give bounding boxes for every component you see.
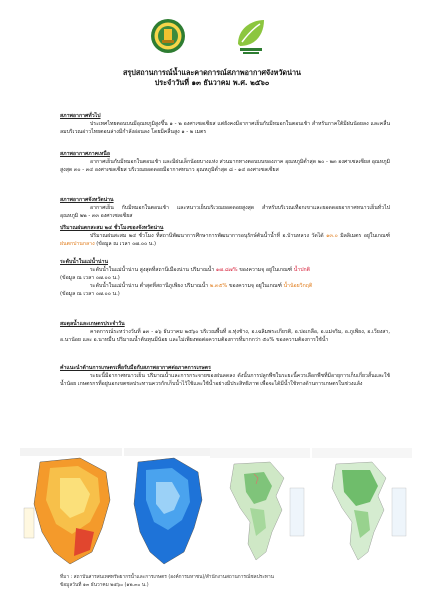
section-nan-weather: [60, 196, 390, 220]
rainfall-note: (ข้อมูล ณ เวลา ๐๗.๐๐ น.): [96, 241, 157, 247]
section-heading: ระดับน้ำในแม่น้ำน่าน: [60, 259, 108, 265]
water1-value: ๑๗.๘๗%: [215, 267, 238, 273]
section-agri-advice: [60, 364, 390, 388]
temperature-map-image: [20, 448, 122, 570]
section-text: ระยะนี้มีอากาศหนาวเย็น ปริมาณน้ำและการกระจายของฝนลดลง ดังนั้นการปลูกพืชในระยะนี้ควรเลือกพืชที่มีอายุการเก็บเกี่ยวสั้นและใช้น้ำน้อย เกษตรกรที่อยู่นอกเขตชลประทานควรกักเก็บน้ำไว้ใช้และใช้น้ำอย่างมีประสิทธิภาพ เพื่อจะได้มีน้ำใช้ทางด้านการเกษตรในช่วงแล้ง: [60, 373, 390, 387]
forecast-map-2-image: [312, 448, 412, 570]
section-heading: คำแนะนำด้านการเกษตรเพื่อรับมือกับสภาพอากาศต่อภาคการเกษตร: [60, 365, 211, 371]
section-text: อากาศเย็นกับมีหมอกในตอนเช้า และมีฝนเล็กน้อยบางแห่ง ส่วนมากทางตอนบนของภาค อุณหภูมิต่ำสุด ๒๐ - ๒๓ องศาเซลเซียส อุณหภูมิสูงสุด ๓๐ - ๓๔ องศาเซลเซียส บริเวณยอดดอยมีอากาศหนาว อุณหภูมิต่ำสุด ๘ - ๑๔ องศาเซลเซียส: [60, 159, 390, 173]
water2-text-a: ระดับน้ำในแม่น้ำน่าน ต่ำสุดที่สถานีภูเพียง ปริมาณน้ำ: [90, 283, 209, 289]
section-heading: สภาพอากาศจังหวัดน่าน: [60, 197, 114, 203]
water1-text-b: ของความจุ อยู่ในเกณฑ์: [239, 267, 293, 273]
agency-leaf-logo: [228, 14, 272, 58]
section-text: ประเทศไทยตอนบนมีอุณหภูมิสูงขึ้น ๑ - ๒ องศาเซลเซียส แต่ยังคงมีอากาศเย็นกับมีหมอกในตอนเช้า สำหรับภาคใต้มีฝนน้อยลง และคลื่นลมบริเวณอ่าวไทยตอนล่างมีกำลังอ่อนลง โดยมีคลื่นสูง ๑ - ๒ เมตร: [60, 121, 390, 135]
section-text: คาดการณ์ระหว่างวันที่ ๑๓ - ๑๖ ธันวาคม ๒๕๖๐ บริเวณพื้นที่ อ.ทุ่งช้าง, อ.เฉลิมพระเกียรติ, อ.บ่อเกลือ, อ.แม่จริม, อ.ภูเพียง, อ.เวียงสา, อ.นาน้อย และ อ.นาหมื่น ปริมาณน้ำต้นทุนมีน้อย และไม่เพียงพอต่อความต้องการที่มากกว่า ๕๐% ของความต้องการใช้น้ำ: [60, 329, 390, 343]
forecast-map-1-image: [210, 448, 310, 570]
section-general-weather: [60, 112, 390, 136]
rainfall-map-image: [124, 448, 210, 570]
section-rainfall: [60, 224, 390, 248]
water-station-max: [60, 266, 390, 274]
section-north-weather: [60, 150, 390, 174]
water2-text-b: ของความจุ อยู่ในเกณฑ์: [228, 283, 282, 289]
source-caption: [60, 574, 390, 589]
rainfall-level: ฝนตกปานกลาง: [60, 241, 95, 247]
section-heading: สมดุลน้ำและเกษตรประจำวัน: [60, 321, 125, 327]
water2-level: น้ำน้อยวิกฤติ: [283, 283, 313, 289]
section-text: อากาศเย็น กับมีหมอกในตอนเช้า และหนาวเย็นบริเวณยอดดอยสูงสุด สำหรับบริเวณเทือกเขาและยอดดอยอากาศหนาวเย็นทั่วไป อุณหภูมิ ๒๒ - ๓๓ องศาเซลเซียส: [60, 205, 390, 219]
department-seal-logo: [150, 18, 186, 54]
water1-level: น้ำปกติ: [293, 267, 311, 273]
caption-line-2: ข้อมูลวันที่ ๑๓ ธันวาคม ๒๕๖๐ (๑๒.๓๐ น.): [60, 582, 149, 588]
report-date: ประจำวันที่ ๑๓ ธันวาคม พ.ศ. ๒๕๖๐: [154, 78, 270, 87]
water2-note: (ข้อมูล ณ เวลา ๐๗.๐๐ น.): [60, 291, 120, 297]
section-water-level: [60, 258, 390, 298]
rainfall-text: [60, 232, 390, 248]
rainfall-value: ๑๓.๐: [326, 233, 338, 239]
water2-value: ๒.๓๕%: [209, 283, 228, 289]
section-heading: ปริมาณฝนตกสะสม ๒๔ ชั่วโมงของจังหวัดน่าน: [60, 225, 164, 231]
section-water-balance: [60, 320, 390, 344]
report-title: สรุปสถานการณ์น้ำและคาดการณ์สภาพอากาศจังหวัดน่าน: [123, 68, 301, 77]
section-heading: สภาพอากาศภาคเหนือ: [60, 151, 110, 157]
water1-note: (ข้อมูล ณ เวลา ๐๗.๐๐ น.): [60, 275, 120, 281]
rainfall-text-a: ปริมาณฝนสะสม ๒๔ ชั่วโมง ที่สถานีพัฒนาการศึกษาการพัฒนาการอนุรักษ์ต้นน้ำน้ำที่ อ.บ้านหลวง วัดได้: [90, 233, 324, 239]
water-station-min: [60, 282, 390, 290]
rainfall-text-b: มิลลิเมตร อยู่ในเกณฑ์: [340, 233, 391, 239]
water1-text-a: ระดับน้ำในแม่น้ำน่าน สูงสุดที่สถานีเมืองน่าน ปริมาณน้ำ: [90, 267, 215, 273]
caption-line-1: ที่มา : สถาบันสารสนเทศทรัพยากรน้ำและการเกษตร (องค์การมหาชน)/สำนักงานสถานการณ์ชลประทาน: [60, 575, 274, 580]
section-heading: สภาพอากาศทั่วไป: [60, 113, 101, 119]
